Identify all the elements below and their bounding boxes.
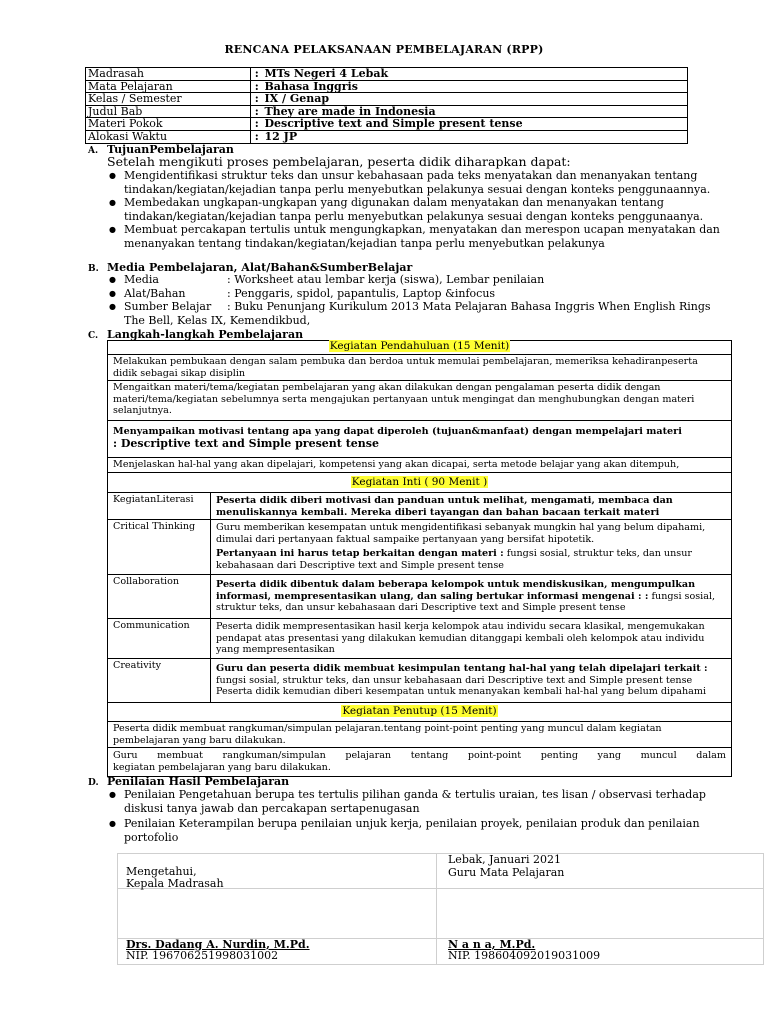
table-row: Critical Thinking Guru memberikan kesempatan untuk mengidentifikasi sebanyak mungkin hal yang belum dipahami, dimulai dari pertanyaan faktual sampaike pertanyaan yang bersifat hipotetik. Pertanyaan ini harus tetap berkaitan dengan materi : fungsi sosial, struktur teks, dan unsur kebahasaan dari Descriptive text and Simple present tense (108, 520, 731, 575)
section-a-heading: A. TujuanPembelajaran (88, 143, 234, 156)
table-row: Collaboration Peserta didik dibentuk dalam beberapa kelompok untuk mendiskusikan, mengumpulkan informasi, mempresentasikan ulang, dan saling bertukar informasi mengenai : : fungsi sosial, struktur teks, dan unsur kebahasaan dari Descriptive text and Simple present tense (108, 575, 731, 619)
pendahuluan-header: Kegiatan Pendahuluan (15 Menit) (108, 341, 731, 355)
table-row: Creativity Guru dan peserta didik membuat kesimpulan tentang hal-hal yang telah dipelajari terkait : fungsi sosial, struktur teks, dan unsur kebahasaan dari Descriptive text and Simple present tense Peserta didik kemudian diberi kesempatan untuk menanyakan kembali hal-hal yang belum dipahami (108, 659, 731, 703)
assessment-list (107, 788, 732, 844)
principal-nip: NIP. 196706251998031002 (126, 949, 279, 962)
table-row: KegiatanLiterasi Peserta didik diberi motivasi dan panduan untuk melihat, mengamati, membaca dan menuliskannya kembali. Mereka diberi tayangan dan bahan bacaan terkait materi (108, 493, 731, 520)
identity-row: Alokasi Waktu : 12 JP (86, 130, 688, 143)
list-item: ● Mengidentifikasi struktur teks dan unsur kebahasaan pada teks menyatakan dan menanyakan tentang tindakan/kegiatan/kejadian tanpa perlu menyebutkan pelakunya sesuai dengan konteks penggunaannya. (107, 169, 732, 196)
section-b-heading: B. Media Pembelajaran, Alat/Bahan&SumberBelajar (88, 261, 413, 274)
document-title: RENCANA PELAKSANAAN PEMBELAJARAN (RPP) (224, 43, 544, 56)
table-row: Menjelaskan hal-hal yang akan dipelajari, kompetensi yang akan dicapai, serta metode belajar yang akan ditempuh, (108, 458, 731, 473)
table-row: Mengaitkan materi/tema/kegiatan pembelajaran yang akan dilakukan dengan pengalaman peserta didik dengan materi/tema/kegiatan sebelumnya serta mengajukan pertanyaan untuk mengingat dan menghubungkan dengan materi selanjutnya. (108, 381, 731, 421)
table-row: Peserta didik membuat rangkuman/simpulan pelajaran.tentang point-point penting yang muncul dalam kegiatan pembelajaran yang baru dilakukan. (108, 722, 731, 748)
objectives-list (107, 169, 732, 251)
table-row: Melakukan pembukaan dengan salam pembuka dan berdoa untuk memulai pembelajaran, memeriksa kehadiranpeserta didik sebagai sikap disiplin (108, 355, 731, 381)
identity-table (85, 67, 688, 144)
principal-name: Drs. Dadang A. Nurdin, M.Pd. (126, 938, 310, 951)
teacher-name: N a n a, M.Pd. (448, 938, 536, 951)
identity-row: Madrasah : MTs Negeri 4 Lebak (86, 68, 688, 81)
identity-row: Judul Bab : They are made in Indonesia (86, 105, 688, 118)
acknowledged-label: Mengetahui, (126, 865, 197, 878)
inti-header: Kegiatan Inti ( 90 Menit ) (108, 473, 731, 493)
teacher-nip: NIP. 198604092019031009 (448, 949, 601, 962)
list-item: ● Alat/Bahan : Penggaris, spidol, papantulis, Laptop &infocus (107, 287, 747, 301)
principal-role: Kepala Madrasah (126, 877, 224, 890)
table-row: Communication Peserta didik mempresentasikan hasil kerja kelompok atau individu secara klasikal, mengemukakan pendapat atas presentasi yang dilakukan kemudian ditanggapi kembali oleh kelompok atau individu yang mempresentasikan (108, 619, 731, 659)
identity-row: Materi Pokok : Descriptive text and Simple present tense (86, 118, 688, 131)
list-item: ● Membedakan ungkapan-ungkapan yang digunakan dalam menyatakan dan menanyakan tentang tindakan/kegiatan/kejadian tanpa perlu menyebutkan pelakunya sesuai dengan konteks penggunaanya. (107, 196, 732, 223)
signature-block (117, 853, 764, 965)
section-d-heading: D. Penilaian Hasil Pembelajaran (88, 775, 290, 788)
identity-row: Kelas / Semester : IX / Genap (86, 93, 688, 106)
activities-table (107, 340, 732, 777)
list-item: ● Penilaian Keterampilan berupa penilaian unjuk kerja, penilaian proyek, penilaian produk dan penilaian portofolio (107, 817, 732, 844)
media-source-continuation: The Bell, Kelas IX, Kemendikbud, (124, 314, 311, 327)
list-item: ● Sumber Belajar : Buku Penunjang Kurikulum 2013 Mata Pelajaran Bahasa Inggris When English Rings (107, 300, 747, 314)
list-item: ● Media : Worksheet atau lembar kerja (siswa), Lembar penilaian (107, 273, 747, 287)
teacher-role: Guru Mata Pelajaran (448, 866, 565, 879)
penutup-header: Kegiatan Penutup (15 Menit) (108, 703, 731, 722)
list-item: ● Membuat percakapan tertulis untuk mengungkapkan, menyatakan dan merespon ucapan menyatakan dan menanyakan tentang tindakan/kegiatan/kejadian tanpa perlu menyebutkan pelakunya (107, 223, 732, 250)
identity-row: Mata Pelajaran : Bahasa Inggris (86, 80, 688, 93)
place-date: Lebak, Januari 2021 (448, 853, 562, 866)
table-row: Guru membuat rangkuman/simpulan pelajaran tentang point-point penting yang muncul dalam kegiatan pembelajaran yang baru dilakukan. (113, 750, 726, 773)
media-list (107, 273, 747, 314)
section-a-intro: Setelah mengikuti proses pembelajaran, peserta didik diharapkan dapat: (107, 154, 571, 169)
table-row: Menyampaikan motivasi tentang apa yang dapat diperoleh (tujuan&manfaat) dengan mempelajari materi : Descriptive text and Simple present tense (108, 421, 731, 458)
list-item: ● Penilaian Pengetahuan berupa tes tertulis pilihan ganda & tertulis uraian, tes lisan / observasi terhadap diskusi tanya jawab dan percakapan sertapenugasan (107, 788, 732, 815)
section-c-heading: C. Langkah-langkah Pembelajaran (88, 328, 304, 341)
